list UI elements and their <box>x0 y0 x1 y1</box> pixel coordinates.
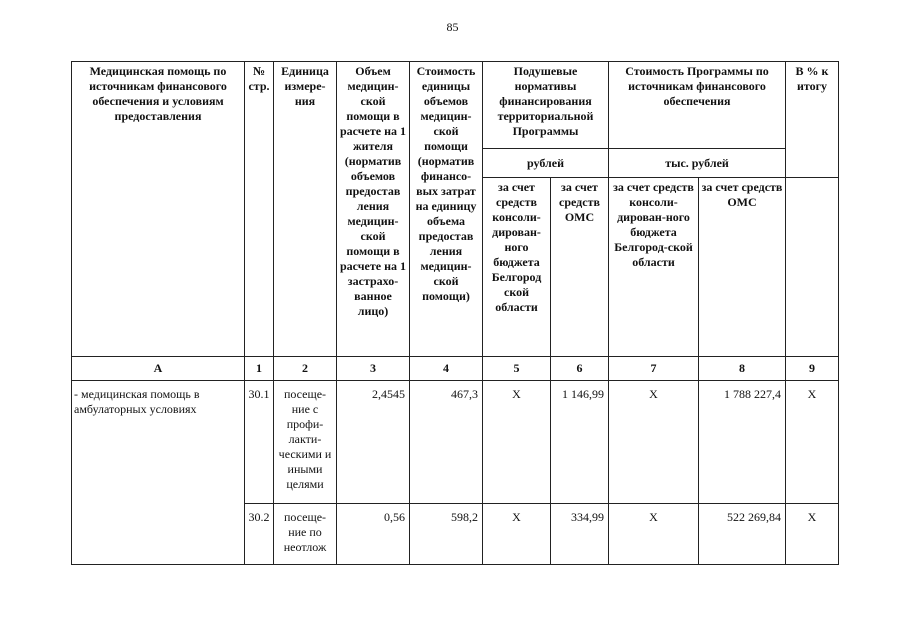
column-number: 5 <box>483 357 551 381</box>
per-capita-budget-cell: Х <box>483 504 551 565</box>
header-unit-thousand-rubles: тыс. рублей <box>609 149 786 178</box>
line-number: 30.1 <box>245 381 274 504</box>
header-col-3: Объем медицин-ской помощи в расчете на 1 жителя (норматив объемов предостав ления медицин-ской помощи в расчете на 1 застрахо-ванное лицо) <box>337 62 410 357</box>
per-capita-oms-cell: 334,99 <box>551 504 609 565</box>
header-col-2: Единица измере-ния <box>274 62 337 357</box>
header-col-6: за счет средств ОМС <box>551 178 609 357</box>
total-oms-cell: 522 269,84 <box>699 504 786 565</box>
column-numbering-row <box>72 357 839 381</box>
unit-cell: посеще-ние с профи-лакти-ческими и иными целями <box>274 381 337 504</box>
header-group-per-capita: Подушевые нормативы финансирования территориальной Программы <box>483 62 609 149</box>
column-number: 6 <box>551 357 609 381</box>
cost-cell: 598,2 <box>410 504 483 565</box>
total-budget-cell: Х <box>609 504 699 565</box>
line-number: 30.2 <box>245 504 274 565</box>
column-number: 4 <box>410 357 483 381</box>
header-col-1: № стр. <box>245 62 274 357</box>
column-number: 3 <box>337 357 410 381</box>
page-number: 85 <box>446 20 459 34</box>
column-number: 1 <box>245 357 274 381</box>
volume-cell: 2,4545 <box>337 381 410 504</box>
header-col-9-empty <box>786 178 839 357</box>
financing-table <box>71 61 839 565</box>
per-capita-oms-cell: 1 146,99 <box>551 381 609 504</box>
header-col-4: Стоимость единицы объемов медицин-ской помощи (норматив финансо-вых затрат на единицу объема предостав ления медицин-ской помощи) <box>410 62 483 357</box>
total-oms-cell: 1 788 227,4 <box>699 381 786 504</box>
percent-cell: Х <box>786 504 839 565</box>
column-number: А <box>72 357 245 381</box>
cost-cell: 467,3 <box>410 381 483 504</box>
unit-cell: посеще-ние по неотлож <box>274 504 337 565</box>
column-number: 7 <box>609 357 699 381</box>
header-col-8: за счет средств ОМС <box>699 178 786 357</box>
volume-cell: 0,56 <box>337 504 410 565</box>
column-number: 9 <box>786 357 839 381</box>
table-row <box>72 381 839 504</box>
column-number: 2 <box>274 357 337 381</box>
header-col-9: В % к итогу <box>786 62 839 178</box>
header-row-1 <box>72 62 839 149</box>
column-number: 8 <box>699 357 786 381</box>
header-col-5: за счет средств консоли-дирован-ного бюджета Белгород ской области <box>483 178 551 357</box>
per-capita-budget-cell: Х <box>483 381 551 504</box>
percent-cell: Х <box>786 381 839 504</box>
header-col-a: Медицинская помощь по источникам финансового обеспечения и условиям предоставления <box>72 62 245 357</box>
total-budget-cell: Х <box>609 381 699 504</box>
header-group-program-cost: Стоимость Программы по источникам финансового обеспечения <box>609 62 786 149</box>
row-label: - медицинская помощь в амбулаторных условиях <box>72 381 245 565</box>
header-unit-rubles: рублей <box>483 149 609 178</box>
header-col-7: за счет средств консоли-дирован-ного бюджета Белгород-ской области <box>609 178 699 357</box>
